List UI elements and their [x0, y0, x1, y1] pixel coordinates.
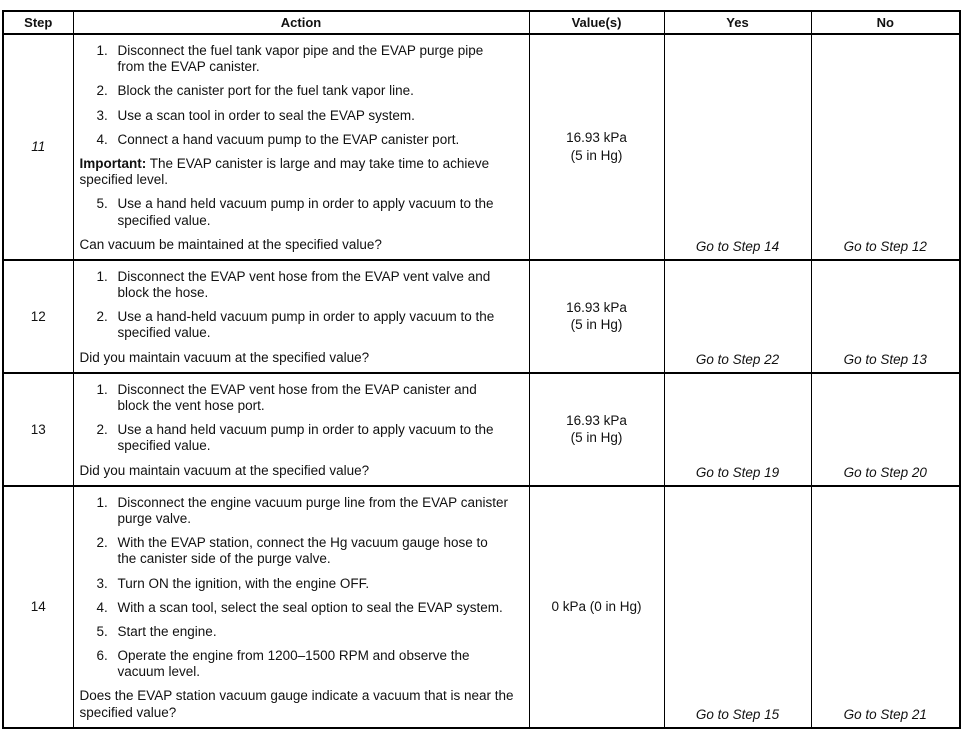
action-item-text: Disconnect the EVAP vent hose from the EVAP canister and block the vent hose port. [117, 381, 477, 413]
action-item [80, 309, 523, 341]
action-item [80, 196, 523, 228]
action-item-number: 3. [96, 575, 108, 591]
action-item-number: 2. [96, 422, 108, 438]
yes-cell: Go to Step 22 [664, 260, 811, 373]
action-question: Did you maintain vacuum at the specified value? [79, 462, 370, 478]
action-item-number: 4. [96, 599, 108, 615]
action-item [80, 43, 523, 75]
value-line: 16.93 kPa [566, 299, 627, 315]
value-line: 16.93 kPa [566, 130, 627, 146]
column-header-step: Step [3, 11, 73, 34]
action-item-number: 4. [96, 131, 108, 147]
action-item [80, 535, 523, 567]
action-item-number: 3. [96, 107, 108, 123]
no-cell: Go to Step 13 [811, 260, 960, 373]
value-line: (5 in Hg) [570, 317, 623, 333]
table-row [3, 34, 960, 260]
value-cell [529, 260, 664, 373]
column-header-values: Value(s) [529, 11, 664, 34]
action-item [80, 83, 523, 99]
action-question: Does the EVAP station vacuum gauge indicate a vacuum that is near the specified value? [79, 688, 514, 720]
yes-cell: Go to Step 15 [664, 486, 811, 728]
action-cell [73, 34, 529, 260]
action-item-number: 6. [96, 648, 108, 664]
step-cell: 12 [3, 260, 73, 373]
value-line: (5 in Hg) [570, 147, 623, 163]
value-cell [529, 373, 664, 486]
action-item-text: Use a scan tool in order to seal the EVAP system. [117, 107, 415, 123]
action-item [80, 108, 523, 124]
action-item-text: Start the engine. [117, 623, 217, 639]
step-cell: 11 [3, 34, 73, 260]
no-cell: Go to Step 21 [811, 486, 960, 728]
action-item [80, 269, 523, 301]
no-cell: Go to Step 20 [811, 373, 960, 486]
no-cell: Go to Step 12 [811, 34, 960, 260]
value-line: (5 in Hg) [570, 430, 623, 446]
action-item [80, 600, 523, 616]
action-question: Did you maintain vacuum at the specified value? [79, 349, 370, 365]
table-header [3, 11, 960, 34]
action-item-number: 2. [96, 83, 108, 99]
action-item-number: 2. [96, 535, 108, 551]
yes-cell: Go to Step 14 [664, 34, 811, 260]
action-item [80, 648, 523, 680]
action-item-text: Disconnect the fuel tank vapor pipe and the EVAP purge pipe from the EVAP canister. [117, 43, 484, 75]
action-item [80, 576, 523, 592]
action-item-text: Turn ON the ignition, with the engine OFF. [117, 575, 370, 591]
action-note-label: Important: [79, 155, 147, 171]
step-cell: 14 [3, 486, 73, 728]
action-item-text: With the EVAP station, connect the Hg vacuum gauge hose to the canister side of the purge valve. [117, 535, 488, 567]
action-note-text: The EVAP canister is large and may take time to achieve specified level. [79, 155, 490, 188]
action-cell [73, 260, 529, 373]
step-cell: 13 [3, 373, 73, 486]
action-item-text: Disconnect the engine vacuum purge line from the EVAP canister purge valve. [117, 494, 508, 526]
action-item [80, 624, 523, 640]
action-item-text: Use a hand held vacuum pump in order to apply vacuum to the specified value. [117, 196, 494, 228]
action-item-number: 5. [96, 623, 108, 639]
table-row [3, 373, 960, 486]
column-header-action: Action [73, 11, 529, 34]
action-item-number: 5. [96, 196, 108, 212]
yes-cell: Go to Step 19 [664, 373, 811, 486]
action-item-text: Block the canister port for the fuel tank vapor line. [117, 83, 414, 99]
action-item-text: Connect a hand vacuum pump to the EVAP canister port. [117, 131, 460, 147]
action-item-number: 2. [96, 309, 108, 325]
action-item [80, 495, 523, 527]
value-line: 0 kPa (0 in Hg) [551, 599, 642, 614]
action-item-text: Use a hand held vacuum pump in order to apply vacuum to the specified value. [117, 422, 494, 454]
action-item-text: Disconnect the EVAP vent hose from the EVAP vent valve and block the hose. [117, 268, 491, 301]
action-item [80, 382, 523, 414]
table-row [3, 260, 960, 373]
action-question: Can vacuum be maintained at the specified value? [79, 236, 382, 252]
action-item-number: 1. [96, 381, 108, 397]
action-item-number: 1. [96, 494, 108, 510]
action-item-number: 1. [96, 43, 108, 58]
header-row [3, 11, 960, 34]
action-item [80, 422, 523, 454]
action-cell [73, 373, 529, 486]
action-item-text: Use a hand-held vacuum pump in order to apply vacuum to the specified value. [117, 309, 495, 341]
table-body [3, 34, 960, 728]
column-header-yes: Yes [664, 11, 811, 34]
column-header-no: No [811, 11, 960, 34]
table-row [3, 486, 960, 728]
diagnostic-table [2, 10, 961, 729]
value-line: 16.93 kPa [566, 412, 627, 428]
value-cell [529, 486, 664, 728]
action-cell [73, 486, 529, 728]
action-note [80, 156, 523, 188]
value-cell [529, 34, 664, 260]
action-item-text: Operate the engine from 1200–1500 RPM and observe the vacuum level. [117, 648, 470, 680]
action-item-text: With a scan tool, select the seal option to seal the EVAP system. [117, 599, 503, 615]
action-item-number: 1. [96, 268, 108, 284]
action-item [80, 132, 523, 148]
